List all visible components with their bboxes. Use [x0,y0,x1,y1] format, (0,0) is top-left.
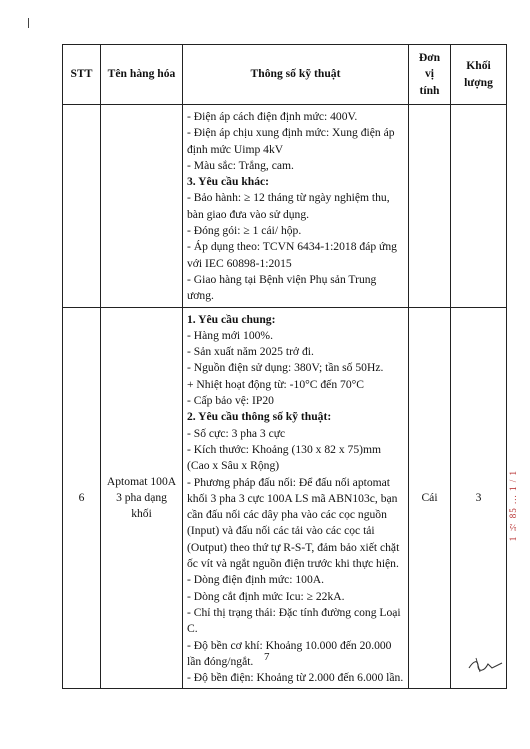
spec-table [62,44,507,689]
spec-line: với IEC 60898-1:2015 [187,256,292,270]
spec-line: + Nhiệt hoạt động từ: -10°C đến 70°C [187,377,364,391]
header-qty-line: lượng [464,75,493,89]
header-qty [451,45,507,105]
spec-section-heading: 3. Yêu cầu khác: [187,175,270,189]
spec-line: - Số cực: 3 pha 3 cực [187,426,286,440]
spec-line: - Áp dụng theo: TCVN 6434-1:2018 đáp ứng [187,240,397,254]
spec-line: - Phương pháp đấu nối: Để đấu nối aptomat [187,475,391,489]
spec-section-heading: 2. Yêu cầu thông số kỹ thuật: [187,410,332,424]
spec-line: - Cấp bảo vệ: IP20 [187,394,274,408]
row2-qty-cell: 3 [451,307,507,689]
spec-line: cần đấu nối các dây pha vào các cọc nguồn [187,508,387,522]
row2-stt-cell: 6 [63,307,101,689]
row1-unit-cell [409,105,451,308]
row1-name-cell [101,105,183,308]
initials-signature [466,654,506,676]
spec-line: - Bảo hành: ≥ 12 tháng từ ngày nghiệm thu, [187,191,390,205]
spec-line: lần đóng/ngắt. [187,654,254,668]
table-row-item-6 [63,307,507,689]
spec-line: - Dòng điện định mức: 100A. [187,573,325,587]
spec-line: - Sản xuất năm 2025 trở đi. [187,345,314,359]
spec-line: - Màu sắc: Trắng, cam. [187,158,294,172]
row1-stt-cell [63,105,101,308]
spec-line: C. [187,622,198,636]
spec-line: - Điện áp chịu xung định mức: Xung điện áp [187,126,395,140]
item-name-line: 3 pha dạng [116,490,167,504]
header-name: Tên hàng hóa [101,45,183,105]
row1-specs-cell [183,105,409,308]
row2-unit-cell: Cái [409,307,451,689]
handwritten-margin-note: 1 ½ 85 ... 1 / 1 [508,470,518,542]
spec-section-heading: 1. Yêu cầu chung: [187,312,276,326]
spec-line: - Hàng mới 100%. [187,328,273,342]
spec-line: (Output) theo thứ tự R-S-T, đảm bảo xiết chặt [187,540,400,554]
row2-specs-cell [183,307,409,689]
table-row-continued [63,105,507,308]
spec-line: - Giao hàng tại Bệnh viện Phụ sản Trung [187,272,377,286]
spec-line: bàn giao đưa vào sử dụng. [187,207,310,221]
corner-tick-mark [28,18,29,28]
spec-line: - Kích thước: Khoảng (130 x 82 x 75)mm [187,442,382,456]
header-unit-line: tính [419,83,440,97]
spec-line: - Chỉ thị trạng thái: Đặc tính đường cong Loại [187,605,401,619]
spec-line: (Cao x Sâu x Rộng) [187,459,280,473]
header-unit-line: Đơn [418,51,441,65]
page-number: 7 [264,651,270,663]
spec-line: ốc vít và ngắt nguồn điện trước khi thực hiện. [187,557,399,571]
header-unit-line: vị [424,67,435,81]
item-name-line: Aptomat 100A [106,474,177,488]
spec-line: - Điện áp cách điện định mức: 400V. [187,110,358,123]
spec-line: - Nguồn điện sử dụng: 380V; tần số 50Hz. [187,361,384,375]
spec-line: - Dòng cắt định mức Icu: ≥ 22kA. [187,589,345,603]
header-stt: STT [63,45,101,105]
header-unit [409,45,451,105]
row1-qty-cell [451,105,507,308]
spec-line: - Độ bền điện: Khoảng từ 2.000 đến 6.000 lần. [187,671,404,685]
spec-line: - Đóng gói: ≥ 1 cái/ hộp. [187,224,302,238]
spec-line: ương. [187,289,214,303]
spec-line: (Input) và đấu nối các tải vào các cọc tải [187,524,375,538]
item-name-line: khối [131,507,152,521]
spec-line: định mức Uimp 4kV [187,142,284,156]
header-qty-line: Khối [466,59,491,73]
header-specs: Thông số kỹ thuật [183,45,409,105]
row2-name-cell [101,307,183,689]
spec-line: - Độ bền cơ khí: Khoảng 10.000 đến 20.000 [187,638,392,652]
spec-line: khối 3 pha 3 cực 100A LS mã ABN103c, bạn [187,491,398,505]
header-row [63,45,507,105]
